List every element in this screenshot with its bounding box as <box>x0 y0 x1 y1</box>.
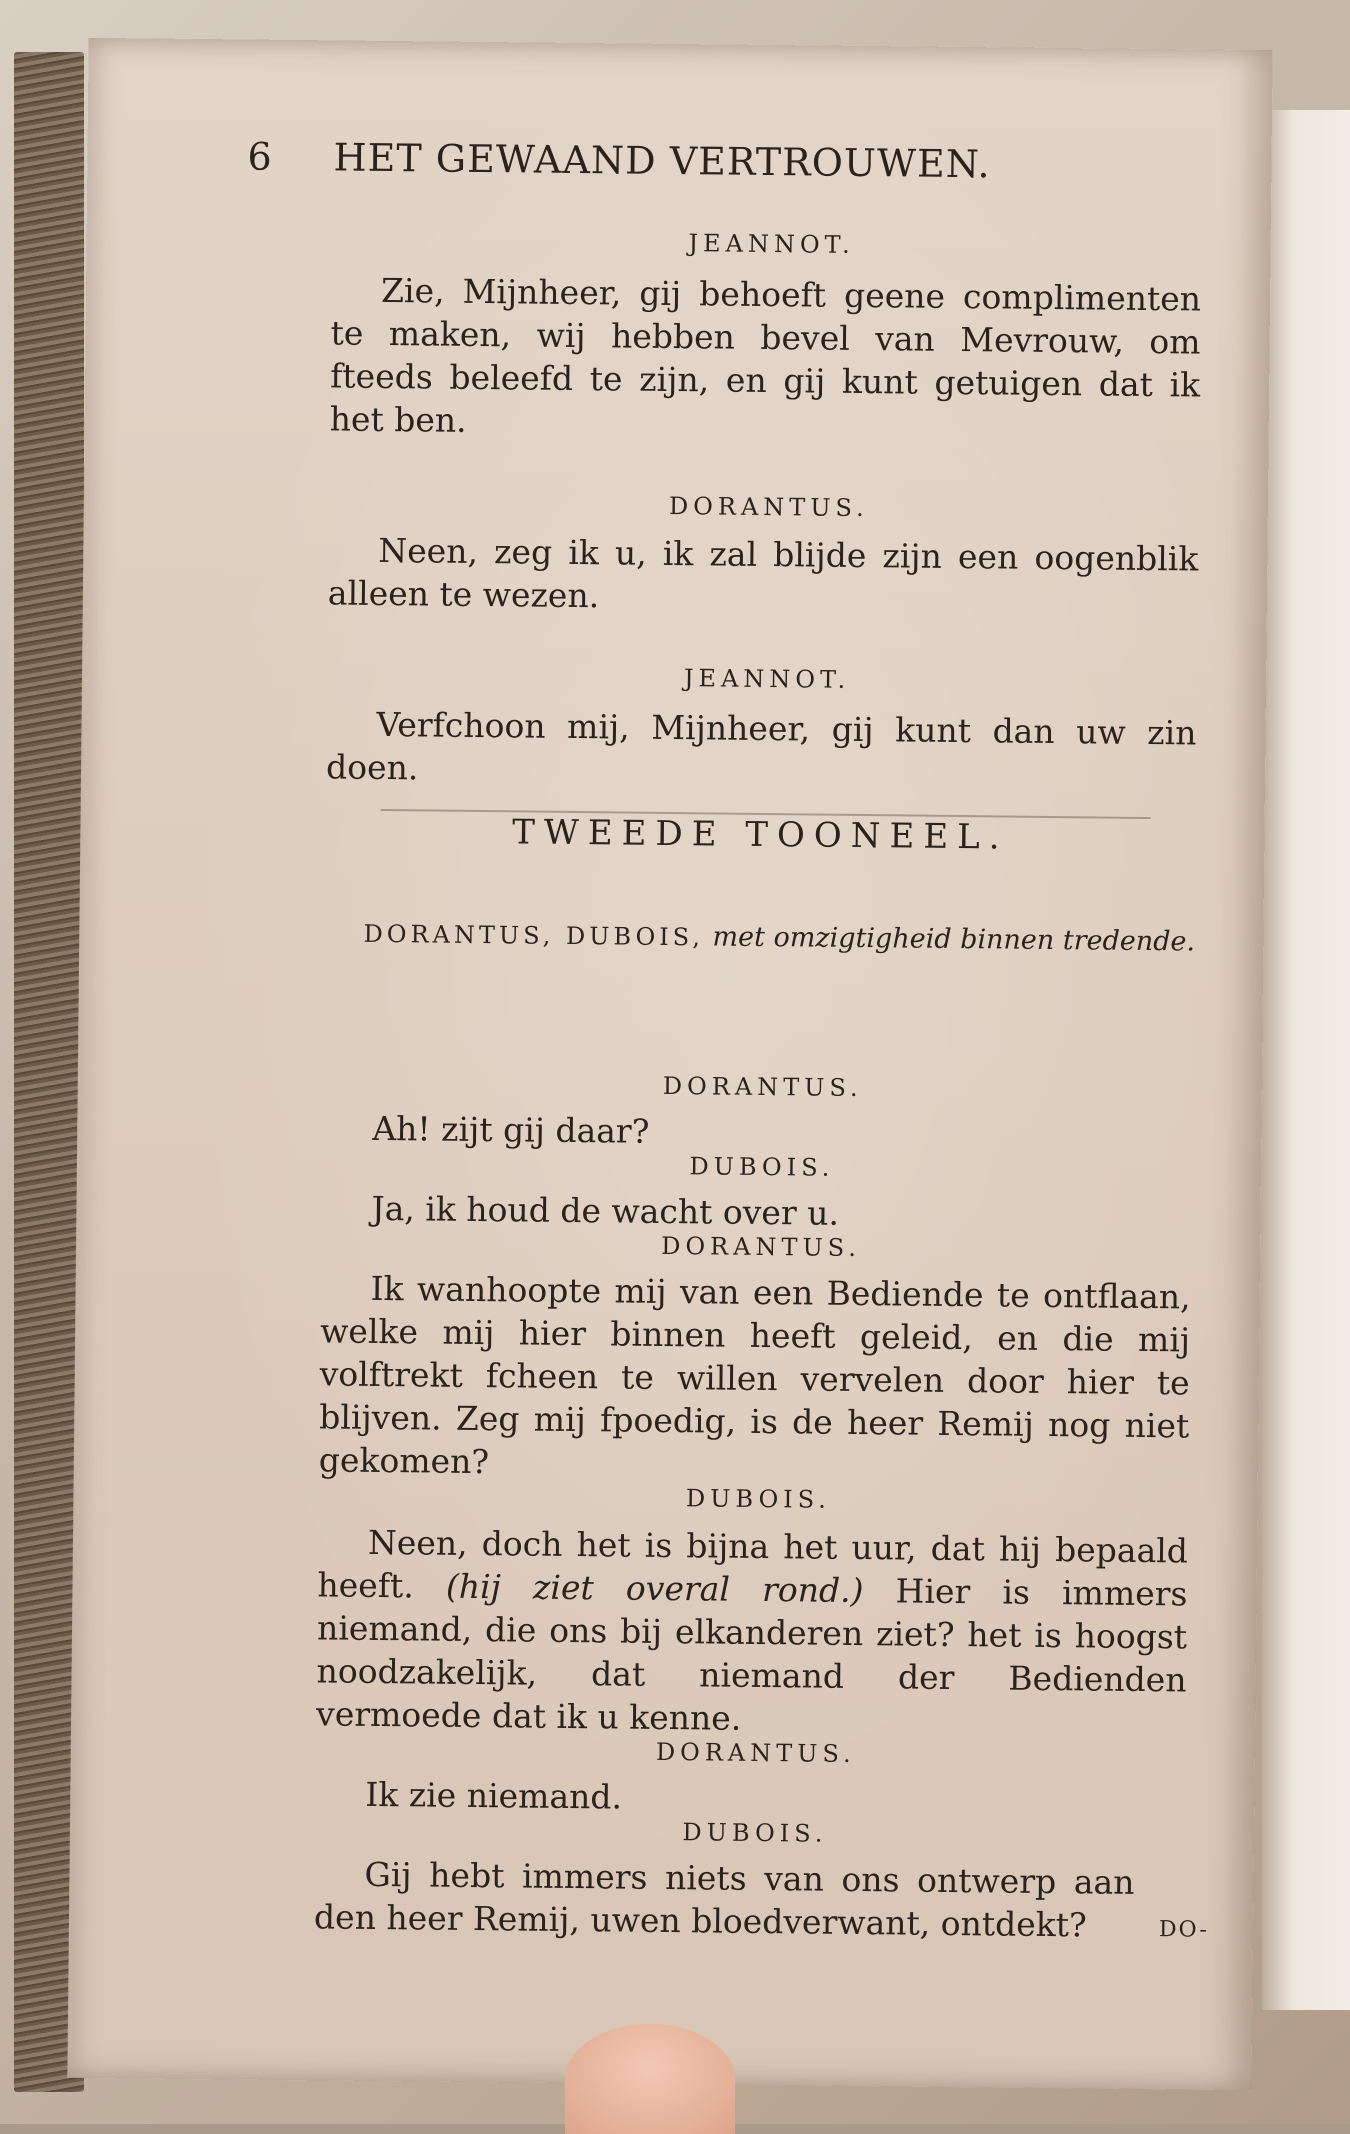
speech-text: Ja, ik houd de wacht over u. <box>371 1188 840 1233</box>
speaker-name: DUBOIS. <box>685 1484 832 1514</box>
speaker-name: DUBOIS. <box>689 1152 835 1182</box>
speech-text: Neen, zeg ik u, ik zal blijde zijn een oogenblik alleen te wezen. <box>327 530 1199 616</box>
speaker-name: DORANTUS. <box>661 1231 862 1263</box>
speaker-name: DORANTUS. <box>668 491 869 523</box>
speech-text: Verfchoon mij, Mijnheer, gij kunt dan uw zin doen. <box>325 704 1197 788</box>
speech-text: Zie, Mijnheer, gij behoeft geene complimenten te maken, wij hebben bevel van Mevrouw, om fteeds beleefd te zijn, en gij kunt getuigen dat ik het ben. <box>329 270 1202 440</box>
facing-page-edge <box>1262 110 1350 2010</box>
speech-text: Ik wanhoopte mij van een Bediende te ontflaan, welke mij hier binnen heeft geleid, en die mij volftrekt fcheen te willen vervelen door hier te blijven. Zeg mij fpoedig, is de heer Remij nog niet gekomen? <box>318 1268 1191 1482</box>
speech-text: Ik zie niemand. <box>365 1774 623 1817</box>
speech-text <box>316 1520 1188 1744</box>
page-header <box>247 135 1127 188</box>
speech-text: Gij hebt immers niets van ons ontwerp aan den heer Remij, uwen bloedverwant, ontdekt? <box>313 1854 1135 1945</box>
stage-direction: met omzigtigheid binnen tredende. <box>712 921 1196 958</box>
cast-names: DORANTUS, DUBOIS, <box>363 919 705 952</box>
speaker-name: DORANTUS. <box>662 1071 863 1103</box>
catchword: DO- <box>1158 1917 1210 1943</box>
stage-direction: (hij ziet overal rond.) <box>445 1566 864 1611</box>
thumb <box>565 2024 735 2134</box>
running-title: HET GEWAAND VERTROUWEN. <box>333 135 991 187</box>
speech-text-part: Neen, doch het is bijna het uur, dat hij bepaald heeft. <box>317 1522 1189 1606</box>
speaker-name: JEANNOT. <box>688 229 855 259</box>
book-page <box>67 38 1272 2090</box>
speaker-name: DUBOIS. <box>682 1818 828 1848</box>
speech-text-part: Hier is immers niemand, die ons bij elkanderen ziet? het is hoogst noodzakelijk, dat niemand der Bedienden vermoede dat ik u kenne. <box>315 1571 1188 1738</box>
scene-cast <box>339 914 1219 963</box>
speech-text: Ah! zijt gij daar? <box>372 1108 650 1151</box>
scene-title: TWEEDE TOONEEL. <box>512 812 1009 858</box>
page-number: 6 <box>247 134 273 179</box>
speaker-name: DORANTUS. <box>655 1737 856 1768</box>
speaker-name: JEANNOT. <box>683 664 851 694</box>
